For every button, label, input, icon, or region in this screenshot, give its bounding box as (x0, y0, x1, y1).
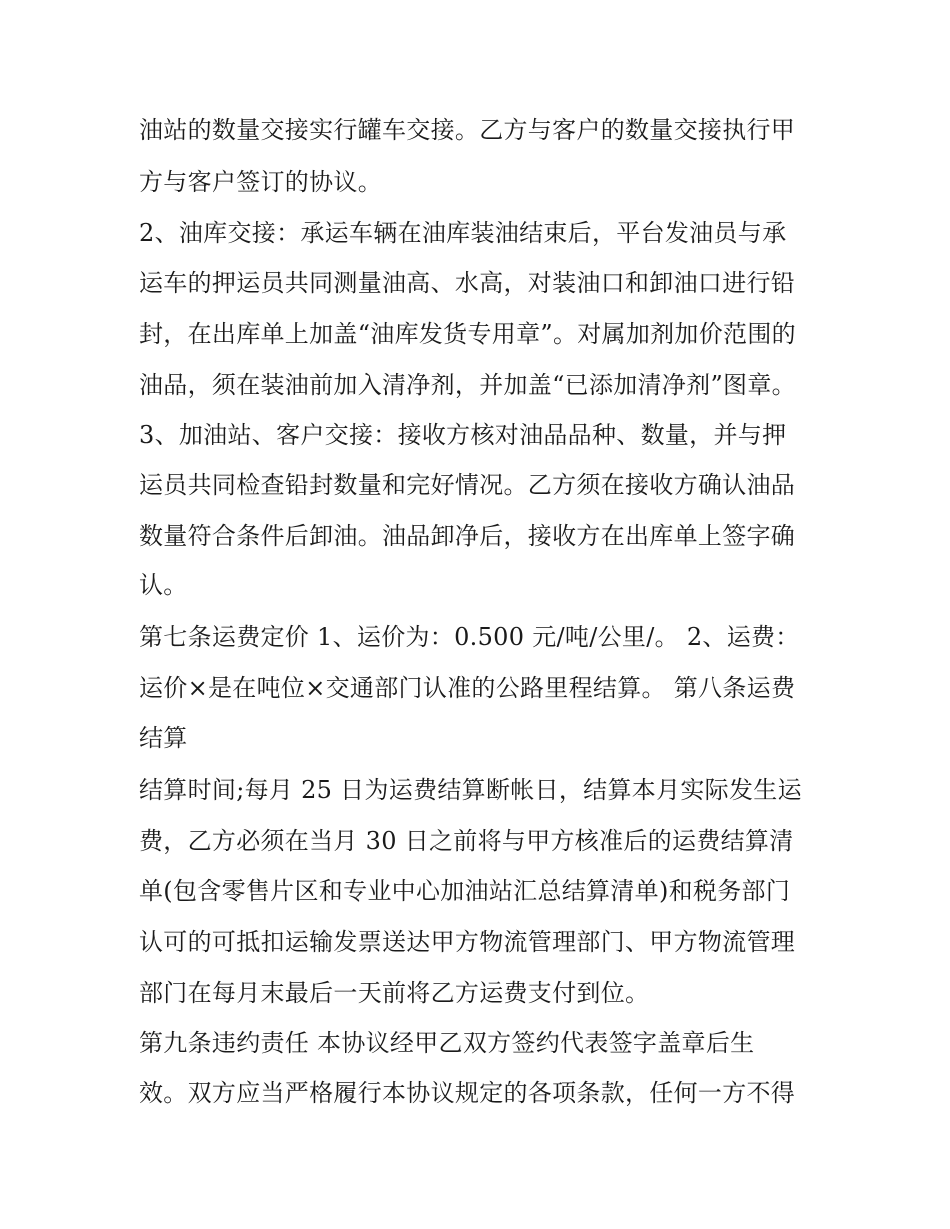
text-line: 封，在出库单上加盖“油库发货专用章”。对属加剂加价范围的 (139, 320, 796, 348)
text-line: 运价×是在吨位×交通部门认准的公路里程结算。 第八条运费 (139, 674, 796, 702)
text-line: 第七条运费定价 1、运价为：0.500 元/吨/公里/。 2、运费： (139, 623, 800, 651)
text-line: 2、油库交接：承运车辆在油库装油结束后，平台发油员与承 (139, 219, 787, 247)
text-line: 运员共同检查铅封数量和完好情况。乙方须在接收方确认油品 (139, 471, 796, 499)
text-line: 方与客户签订的协议。 (139, 168, 382, 196)
text-line: 油品，须在装油前加入清净剂，并加盖“已添加清净剂”图章。 (139, 371, 796, 399)
text-line: 3、加油站、客户交接：接收方核对油品品种、数量，并与押 (139, 421, 787, 449)
text-line: 认。 (139, 571, 188, 599)
text-line: 结算 (139, 724, 188, 752)
text-line: 部门在每月末最后一天前将乙方运费支付到位。 (139, 979, 650, 1007)
text-line: 单(包含零售片区和专业中心加油站汇总结算清单)和税务部门 (139, 877, 791, 905)
text-line: 第九条违约责任 本协议经甲乙双方签约代表签字盖章后生 (139, 1029, 755, 1057)
text-line: 结算时间;每月 25 日为运费结算断帐日，结算本月实际发生运 (139, 776, 802, 804)
text-line: 油站的数量交接实行罐车交接。乙方与客户的数量交接执行甲 (139, 116, 796, 144)
text-line: 运车的押运员共同测量油高、水高，对装油口和卸油口进行铅 (139, 269, 796, 297)
text-line: 效。双方应当严格履行本协议规定的各项条款，任何一方不得 (139, 1079, 796, 1107)
text-line: 数量符合条件后卸油。油品卸净后，接收方在出库单上签字确 (139, 522, 796, 550)
text-line: 认可的可抵扣运输发票送达甲方物流管理部门、甲方物流管理 (139, 928, 796, 956)
text-line: 费，乙方必须在当月 30 日之前将与甲方核准后的运费结算清 (139, 827, 794, 855)
